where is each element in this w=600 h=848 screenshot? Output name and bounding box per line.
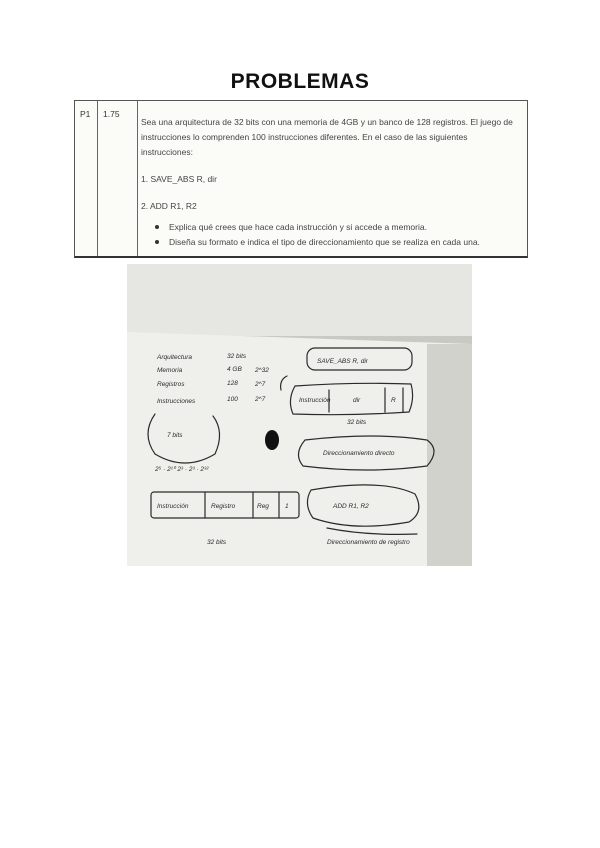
statement-line-2: instrucciones lo comprenden 100 instrucciones diferentes. En el caso de las siguientes <box>141 132 468 142</box>
value-architecture: 32 bits <box>227 353 247 360</box>
problem-id-cell <box>75 101 98 256</box>
instruction-2: 2. ADD R1, R2 <box>141 201 197 211</box>
value-registers: 128 <box>227 380 238 387</box>
value-instructions: 100 <box>227 396 238 403</box>
format-field-dir: dir <box>353 397 361 404</box>
instruction-1: 1. SAVE_ABS R, dir <box>141 174 217 184</box>
middle-label: Direccionamiento directo <box>323 450 395 457</box>
problem-score: 1.75 <box>103 109 120 119</box>
task-item: Explica qué crees que hace cada instrucción y si accede a memoria. <box>155 220 523 235</box>
statement-line-3: instrucciones: <box>141 147 193 157</box>
powers-note: 2⁵ · 2¹⁰ 2³ · 2³ · 2³² <box>155 466 209 473</box>
whiteboard-photo <box>127 264 472 566</box>
problem-id: P1 <box>80 109 91 119</box>
problem-table <box>74 100 528 258</box>
whiteboard-drawing <box>127 264 472 566</box>
instruction-save-note: SAVE_ABS R, dir <box>317 358 368 365</box>
format-field-register: R <box>391 397 396 404</box>
note-architecture: Arquitectura <box>157 354 193 361</box>
note-instructions: Instrucciones <box>157 398 196 405</box>
format-caption: 32 bits <box>347 419 367 426</box>
bits-circle-label: 7 bits <box>167 432 183 439</box>
register-caption: Direccionamiento de registro <box>327 539 410 546</box>
task-list <box>155 220 523 250</box>
bottom-field-register: Registro <box>211 503 236 510</box>
problem-statement <box>141 115 523 250</box>
exponent-instructions: 2^7 <box>255 396 266 403</box>
bottom-caption: 32 bits <box>207 539 227 546</box>
statement-line-1: Sea una arquitectura de 32 bits con una memoria de 4GB y un banco de 128 registros. El juego de <box>141 117 513 127</box>
add-instruction-note: ADD R1, R2 <box>333 503 369 510</box>
bottom-field-one: 1 <box>285 503 289 510</box>
problem-score-cell <box>97 101 138 256</box>
format-field-instruction: Instrucción <box>299 397 331 404</box>
note-memory: Memoria <box>157 367 183 374</box>
page-title: PROBLEMAS <box>230 70 370 93</box>
value-memory: 4 GB <box>227 366 242 373</box>
task-item: Diseña su formato e indica el tipo de direccionamiento que se realiza en cada una. <box>155 235 523 250</box>
exponent-registers: 2^7 <box>255 381 266 388</box>
bottom-field-reg: Reg <box>257 503 269 510</box>
note-registers: Registros <box>157 381 185 388</box>
exponent-memory: 2^32 <box>255 367 269 374</box>
bottom-field-instruction: Instrucción <box>157 503 189 510</box>
